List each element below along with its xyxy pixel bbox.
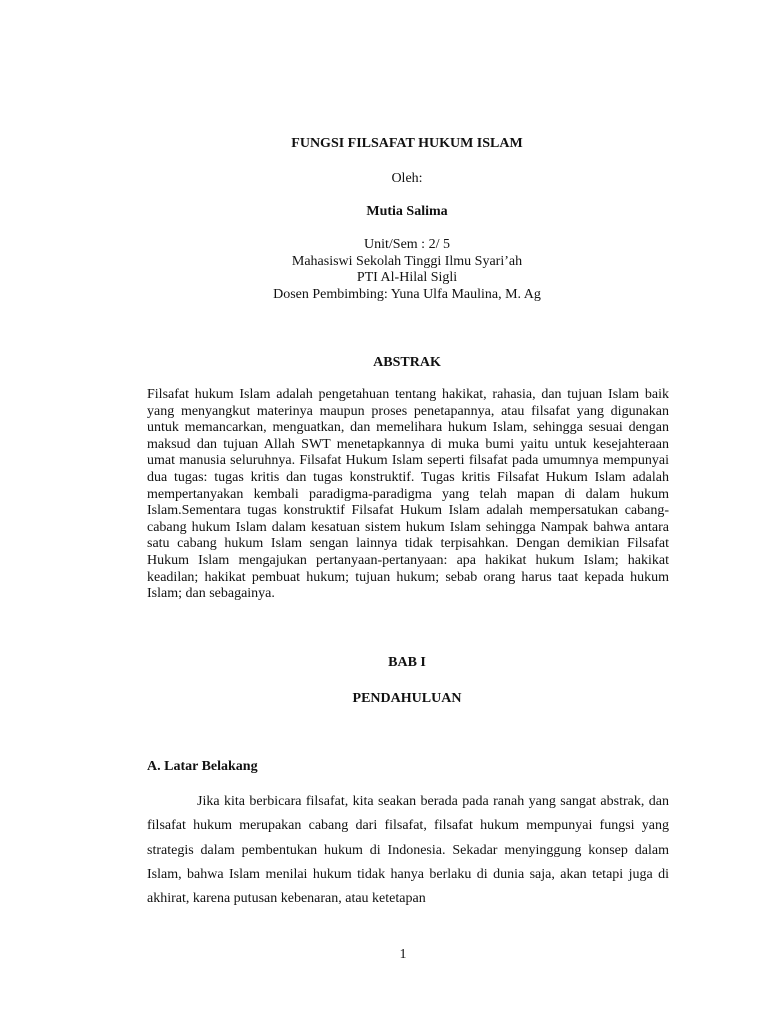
affiliation-line: Dosen Pembimbing: Yuna Ulfa Maulina, M. Ag bbox=[273, 286, 541, 302]
affiliation-line: Unit/Sem : 2/ 5 bbox=[364, 237, 450, 252]
abstract-heading: ABSTRAK bbox=[373, 355, 441, 370]
affiliation-block bbox=[0, 237, 768, 303]
abstract-text: Filsafat hukum Islam adalah pengetahuan tentang hakikat, rahasia, dan tujuan Islam baik yang menyangkut materinya maupun proses penetapannya, atau filsafat yang digunakan untuk memancarkan, menguatkan, dan memelihara hukum Islam, sehingga sesuai dengan maksud dan tujuan Allah SWT menetapkannya di muka bumi yaitu untuk kesejahteraan umat manusia seluruhnya. Filsafat Hukum Islam seperti filsafat pada umumnya mempunyai dua tugas: tugas kritis dan tugas konstruktif. Tugas kritis Filsafat Hukum Islam adalah mempertanyakan kembali paradigma-paradigma yang telah mapan di dalam hukum Islam.Sementara tugas konstruktif Filsafat Hukum Islam adalah mempersatukan cabang-cabang hukum Islam dalam kesatuan sistem hukum Islam sehingga Nampak bahwa antara satu cabang hukum Islam sengan lainnya tidak terpisahkan. Dengan demikian Filsafat Hukum Islam mengajukan pertanyaan-pertanyaan: apa hakikat hukum Islam; hakikat keadilan; hakikat pembuat hukum; tujuan hukum; sebab orang harus taat kepada hukum Islam; dan sebagainya. bbox=[147, 387, 669, 602]
author-name: Mutia Salima bbox=[366, 204, 448, 219]
page-number: 1 bbox=[399, 947, 407, 962]
affiliation-line: Mahasiswi Sekolah Tinggi Ilmu Syari’ah bbox=[291, 253, 523, 269]
body-paragraph bbox=[147, 790, 669, 911]
body-paragraph-text: Jika kita berbicara filsafat, kita seakan berada pada ranah yang sangat abstrak, dan filsafat hukum merupakan cabang dari filsafat, filsafat hukum mempunyai fungsi yang strategis dalam pembentukan hukum di Indonesia. Sekadar menyinggung konsep dalam Islam, bahwa Islam menilai hukum tidak hanya berlaku di dunia saja, akan tetapi juga di akhirat, karena putusan kebenaran, atau ketetapan bbox=[147, 794, 669, 907]
chapter-label: BAB I bbox=[388, 655, 426, 670]
affiliation-line: PTI Al-Hilal Sigli bbox=[356, 270, 458, 285]
document-title: FUNGSI FILSAFAT HUKUM ISLAM bbox=[291, 136, 523, 151]
section-heading: A. Latar Belakang bbox=[147, 759, 258, 774]
chapter-title: PENDAHULUAN bbox=[352, 691, 462, 706]
by-label: Oleh: bbox=[391, 171, 423, 186]
